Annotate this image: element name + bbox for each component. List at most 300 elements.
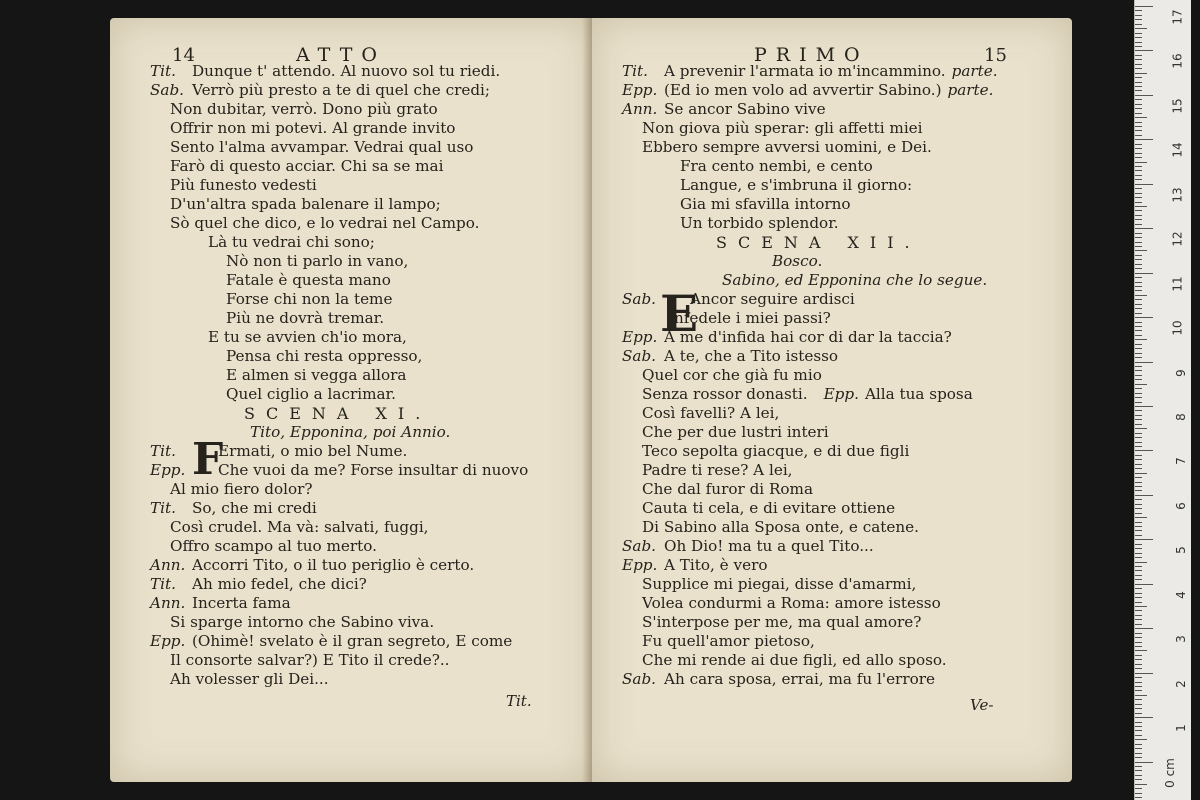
ruler-tick xyxy=(1135,388,1142,389)
text-line xyxy=(110,309,528,328)
ruler-label: 14 xyxy=(1170,142,1185,158)
verse-text: Ancor seguire ardisci xyxy=(690,290,855,308)
ruler-tick xyxy=(1135,304,1142,305)
speaker-label: Sab. xyxy=(622,290,657,308)
ruler-tick xyxy=(1135,579,1142,580)
ruler-tick xyxy=(1135,68,1142,69)
text-line xyxy=(110,233,528,252)
running-header: PRIMO xyxy=(754,44,869,66)
ruler-tick xyxy=(1135,633,1142,634)
ruler-label: 17 xyxy=(1170,9,1185,25)
verse-text: (Ed io men volo ad avvertir Sabino.) xyxy=(664,81,942,99)
text-line xyxy=(110,385,528,404)
ruler-tick xyxy=(1135,6,1153,7)
speaker-label: Ann. xyxy=(150,556,186,574)
verse-text: Volea condurmi a Roma: amore istesso xyxy=(642,594,941,612)
ruler-tick xyxy=(1135,375,1142,376)
ruler-tick xyxy=(1135,366,1142,367)
text-line xyxy=(592,252,998,271)
ruler-tick xyxy=(1135,224,1142,225)
ruler-tick xyxy=(1135,433,1142,434)
stage-note: parte. xyxy=(951,62,998,80)
ruler-tick xyxy=(1135,46,1142,47)
ruler-tick xyxy=(1135,184,1153,185)
ruler-tick xyxy=(1135,188,1142,189)
text-line xyxy=(592,518,998,537)
text-line xyxy=(110,62,528,81)
ruler-tick xyxy=(1135,344,1142,345)
verse-text: Supplice mi piegai, disse d'amarmi, xyxy=(642,575,917,593)
ruler-tick xyxy=(1135,646,1142,647)
text-line xyxy=(110,176,528,195)
text-line xyxy=(592,81,998,100)
ruler-tick xyxy=(1135,273,1153,274)
ruler-tick xyxy=(1135,419,1142,420)
ruler-tick xyxy=(1135,615,1142,616)
ruler-tick xyxy=(1135,739,1147,740)
ruler-tick xyxy=(1135,353,1142,354)
ruler-tick xyxy=(1135,788,1142,789)
ruler-tick xyxy=(1135,548,1142,549)
ruler-tick xyxy=(1135,544,1142,545)
ruler-tick xyxy=(1135,215,1142,216)
text-line xyxy=(110,651,528,670)
ruler-tick xyxy=(1135,486,1142,487)
verse-text: Ermati, o mio bel Nume. xyxy=(218,442,408,460)
ruler-tick xyxy=(1135,259,1142,260)
text-line xyxy=(592,499,998,518)
speaker-label: Epp. xyxy=(622,328,658,346)
verse-text: Nò non ti parlo in vano, xyxy=(226,252,409,270)
ruler-tick xyxy=(1135,175,1142,176)
catchword: Ve- xyxy=(970,696,994,714)
verse-text: Farò di questo acciar. Chi sa se mai xyxy=(170,157,444,175)
ruler-tick xyxy=(1135,170,1142,171)
text-line xyxy=(110,252,528,271)
text-line xyxy=(592,214,998,233)
speaker-label: Ann. xyxy=(150,594,186,612)
stage-direction: Tito, Epponina, poi Annio. xyxy=(250,423,451,441)
verse-text: Che vuoi da me? Forse insultar di nuovo xyxy=(218,461,529,479)
verse-text: Che mi rende ai due figli, ed allo sposo. xyxy=(642,651,947,669)
ruler-tick xyxy=(1135,597,1142,598)
text-line xyxy=(592,328,998,347)
ruler-tick xyxy=(1135,197,1142,198)
ruler-tick xyxy=(1135,730,1142,731)
speaker-label: Epp. xyxy=(622,556,658,574)
ruler-tick xyxy=(1135,326,1142,327)
measurement-ruler xyxy=(1134,0,1191,800)
verse-text: Ah volesser gli Dei... xyxy=(170,670,329,688)
ruler-tick xyxy=(1135,508,1142,509)
speaker-label: Epp. xyxy=(622,81,658,99)
text-line xyxy=(110,138,528,157)
ruler-label: 11 xyxy=(1170,276,1185,292)
text-line xyxy=(592,100,998,119)
ruler-tick xyxy=(1135,655,1142,656)
text-line xyxy=(592,594,998,613)
ruler-label: 16 xyxy=(1170,53,1185,70)
text-line xyxy=(110,271,528,290)
ruler-tick xyxy=(1135,179,1142,180)
ruler-tick xyxy=(1135,642,1142,643)
verse-text: A te, che a Tito istesso xyxy=(664,347,839,365)
verse-text: Che per due lustri interi xyxy=(642,423,829,441)
text-line xyxy=(592,404,998,423)
verse-text: Langue, e s'imbruna il giorno: xyxy=(680,176,913,194)
ruler-tick xyxy=(1135,428,1147,429)
text-line xyxy=(592,138,998,157)
text-line xyxy=(592,632,998,651)
ruler-tick xyxy=(1135,10,1142,11)
text-line xyxy=(592,176,998,195)
ruler-tick xyxy=(1135,659,1142,660)
drop-capital: F xyxy=(192,434,224,485)
text-line xyxy=(110,157,528,176)
verse-text: Se ancor Sabino vive xyxy=(664,100,826,118)
ruler-tick xyxy=(1135,233,1142,234)
ruler-tick xyxy=(1135,268,1142,269)
ruler-tick xyxy=(1135,335,1142,336)
ruler-tick xyxy=(1135,277,1142,278)
text-line xyxy=(110,461,528,480)
ruler-tick xyxy=(1135,219,1142,220)
ruler-tick xyxy=(1135,108,1142,109)
verse-text: Ah cara sposa, errai, ma fu l'errore xyxy=(664,670,935,688)
ruler-tick xyxy=(1135,459,1142,460)
right-page xyxy=(592,18,1072,782)
verse-text: Che dal furor di Roma xyxy=(642,480,814,498)
ruler-label: 9 xyxy=(1174,368,1189,377)
verse-text: Il consorte salvar?) E Tito il crede?.. xyxy=(170,651,450,669)
verse-text: Fu quell'amor pietoso, xyxy=(642,632,815,650)
ruler-tick xyxy=(1135,104,1142,105)
speaker-label: Sab. xyxy=(622,537,657,555)
text-line xyxy=(592,271,998,290)
ruler-tick xyxy=(1135,242,1142,243)
ruler-tick xyxy=(1135,406,1153,407)
page-number: 15 xyxy=(984,45,1007,66)
text-line xyxy=(592,423,998,442)
ruler-tick xyxy=(1135,206,1147,207)
verse-text: Offrir non mi potevi. Al grande invito xyxy=(170,119,456,137)
ruler-tick xyxy=(1135,482,1142,483)
ruler-tick xyxy=(1135,42,1142,43)
verse-text: Oh Dio! ma tu a quel Tito... xyxy=(664,537,874,555)
ruler-tick xyxy=(1135,650,1147,651)
scene-heading: SCENA XII. xyxy=(716,233,921,252)
ruler-tick xyxy=(1135,455,1142,456)
ruler-tick xyxy=(1135,73,1147,74)
text-line xyxy=(110,575,528,594)
ruler-tick xyxy=(1135,202,1142,203)
verse-text: Gia mi sfavilla intorno xyxy=(680,195,851,213)
verse-text: Offro scampo al tuo merto. xyxy=(170,537,377,555)
ruler-tick xyxy=(1135,264,1142,265)
ruler-label: 6 xyxy=(1174,502,1189,510)
text-line xyxy=(110,499,528,518)
text-line xyxy=(110,594,528,613)
verse-text: Più funesto vedesti xyxy=(170,176,317,194)
text-line xyxy=(592,62,998,81)
ruler-tick xyxy=(1135,402,1142,403)
ruler-label: 13 xyxy=(1170,187,1185,203)
ruler-tick xyxy=(1135,130,1142,131)
verse-text: Di Sabino alla Sposa onte, e catene. xyxy=(642,518,919,536)
verse-text: Quel cor che già fu mio xyxy=(642,366,822,384)
ruler-tick xyxy=(1135,64,1142,65)
verse-text: Fra cento nembi, e cento xyxy=(680,157,873,175)
ruler-tick xyxy=(1135,15,1142,16)
ruler-tick xyxy=(1135,637,1142,638)
ruler-tick xyxy=(1135,122,1142,123)
ruler-tick xyxy=(1135,717,1153,718)
text-line xyxy=(592,233,998,252)
speaker-label: Epp. xyxy=(823,385,859,403)
ruler-tick xyxy=(1135,24,1142,25)
verse-text: A me d'infida hai cor di dar la taccia? xyxy=(664,328,952,346)
text-block xyxy=(592,62,998,689)
ruler-tick xyxy=(1135,499,1142,500)
ruler-tick xyxy=(1135,393,1142,394)
catchword: Tit. xyxy=(506,692,532,710)
verse-text: Accorri Tito, o il tuo periglio è certo. xyxy=(192,556,475,574)
ruler-tick xyxy=(1135,610,1142,611)
ruler-tick xyxy=(1135,28,1147,29)
ruler-tick xyxy=(1135,468,1142,469)
ruler-tick xyxy=(1135,584,1153,585)
text-line xyxy=(110,613,528,632)
ruler-tick xyxy=(1135,148,1142,149)
text-line xyxy=(592,613,998,632)
ruler-tick xyxy=(1135,690,1142,691)
ruler-tick xyxy=(1135,566,1142,567)
verse-text: A prevenir l'armata io m'incammino. xyxy=(664,62,946,80)
ruler-tick xyxy=(1135,695,1147,696)
speaker-label: Sab. xyxy=(622,347,657,365)
ruler-tick xyxy=(1135,704,1142,705)
verse-text: Verrò più presto a te di quel che credi; xyxy=(192,81,491,99)
verse-text: Non dubitar, verrò. Dono più grato xyxy=(170,100,438,118)
text-line xyxy=(110,195,528,214)
running-header: ATTO xyxy=(296,44,386,66)
ruler-tick xyxy=(1135,797,1142,798)
ruler-tick xyxy=(1135,126,1142,127)
drop-capital: E xyxy=(660,284,699,343)
ruler-tick xyxy=(1135,313,1142,314)
text-line xyxy=(592,461,998,480)
ruler-tick xyxy=(1135,495,1153,496)
ruler-tick xyxy=(1135,255,1142,256)
ruler-tick xyxy=(1135,446,1142,447)
ruler-tick xyxy=(1135,464,1142,465)
ruler-tick xyxy=(1135,677,1142,678)
ruler-tick xyxy=(1135,575,1142,576)
ruler-tick xyxy=(1135,237,1142,238)
ruler-tick xyxy=(1135,726,1142,727)
ruler-tick xyxy=(1135,513,1142,514)
verse-text: Così favelli? A lei, xyxy=(642,404,780,422)
ruler-tick xyxy=(1135,295,1147,296)
ruler-tick xyxy=(1135,308,1142,309)
ruler-tick xyxy=(1135,55,1142,56)
ruler-tick xyxy=(1135,162,1147,163)
text-line xyxy=(110,347,528,366)
stage-note: parte. xyxy=(947,81,994,99)
verse-text: Un torbido splendor. xyxy=(680,214,839,232)
ruler-label: 10 xyxy=(1170,320,1185,336)
verse-text: (Ohimè! svelato è il gran segreto, E come xyxy=(192,632,513,650)
ruler-tick xyxy=(1135,588,1142,589)
verse-text: E almen si vegga allora xyxy=(226,366,407,384)
ruler-tick xyxy=(1135,602,1142,603)
verse-text: Là tu vedrai chi sono; xyxy=(208,233,375,251)
ruler-tick xyxy=(1135,504,1142,505)
page-number: 14 xyxy=(172,45,195,66)
ruler-tick xyxy=(1135,779,1142,780)
ruler-tick xyxy=(1135,384,1147,385)
ruler-tick xyxy=(1135,415,1142,416)
ruler-tick xyxy=(1135,86,1142,87)
ruler-label: 8 xyxy=(1174,413,1189,421)
ruler-tick xyxy=(1135,490,1142,491)
ruler-tick xyxy=(1135,539,1153,540)
verse-text: Pensa chi resta oppresso, xyxy=(226,347,423,365)
ruler-tick xyxy=(1135,95,1153,96)
ruler-tick xyxy=(1135,33,1142,34)
text-line xyxy=(110,518,528,537)
ruler-tick xyxy=(1135,770,1142,771)
ruler-tick xyxy=(1135,713,1142,714)
ruler-tick xyxy=(1135,282,1142,283)
ruler-tick xyxy=(1135,135,1142,136)
ruler-tick xyxy=(1135,153,1142,154)
text-line xyxy=(110,290,528,309)
text-line xyxy=(110,670,528,689)
text-line xyxy=(110,632,528,651)
text-line xyxy=(592,556,998,575)
ruler-tick xyxy=(1135,682,1142,683)
ruler-tick xyxy=(1135,477,1142,478)
ruler-tick xyxy=(1135,762,1153,763)
text-line xyxy=(592,651,998,670)
left-page xyxy=(110,18,592,782)
ruler-tick xyxy=(1135,424,1142,425)
text-line xyxy=(592,480,998,499)
text-line xyxy=(110,556,528,575)
ruler-tick xyxy=(1135,624,1142,625)
text-line xyxy=(110,328,528,347)
verse-text: A Tito, è vero xyxy=(664,556,768,574)
ruler-label: 15 xyxy=(1170,98,1185,114)
ruler-tick xyxy=(1135,722,1142,723)
verse-text: Quel ciglio a lacrimar. xyxy=(226,385,396,403)
speaker-label: Tit. xyxy=(150,442,176,460)
ruler-tick xyxy=(1135,330,1142,331)
ruler-tick xyxy=(1135,379,1142,380)
verse-text: Così crudel. Ma và: salvati, fuggi, xyxy=(170,518,429,536)
ruler-tick xyxy=(1135,290,1142,291)
ruler-tick xyxy=(1135,775,1142,776)
ruler-tick xyxy=(1135,99,1142,100)
ruler-tick xyxy=(1135,317,1153,318)
speaker-label: Epp. xyxy=(150,461,186,479)
text-block xyxy=(110,62,528,689)
text-line xyxy=(110,214,528,233)
ruler-tick xyxy=(1135,699,1142,700)
ruler-tick xyxy=(1135,82,1142,83)
text-line xyxy=(592,366,998,385)
text-line xyxy=(592,309,998,328)
verse-text: Al mio fiero dolor? xyxy=(170,480,313,498)
scene-heading: SCENA XI. xyxy=(244,404,432,423)
text-line xyxy=(592,442,998,461)
ruler-tick xyxy=(1135,210,1142,211)
verse-text: Sò quel che dico, e lo vedrai nel Campo. xyxy=(170,214,480,232)
ruler-label: 2 xyxy=(1174,679,1189,688)
ruler-tick xyxy=(1135,757,1142,758)
ruler-tick xyxy=(1135,557,1142,558)
text-line xyxy=(110,537,528,556)
text-line xyxy=(592,195,998,214)
text-line xyxy=(110,100,528,119)
ruler-label: 5 xyxy=(1174,546,1189,555)
ruler-label: 0 cm xyxy=(1163,757,1178,788)
text-line xyxy=(592,119,998,138)
text-line xyxy=(592,347,998,366)
ruler-tick xyxy=(1135,664,1142,665)
ruler-tick xyxy=(1135,628,1153,629)
text-line xyxy=(110,366,528,385)
text-line xyxy=(592,290,998,309)
ruler-label: 12 xyxy=(1170,231,1185,247)
verse-text: Sento l'alma avvampar. Vedrai qual uso xyxy=(170,138,474,156)
verse-text: Teco sepolta giacque, e di due figli xyxy=(642,442,910,460)
ruler-tick xyxy=(1135,744,1142,745)
ruler-tick xyxy=(1135,144,1142,145)
speaker-label: Tit. xyxy=(150,499,176,517)
ruler-tick xyxy=(1135,77,1142,78)
ruler-tick xyxy=(1135,322,1142,323)
ruler-tick xyxy=(1135,397,1142,398)
verse-text: Forse chi non la teme xyxy=(226,290,393,308)
ruler-tick xyxy=(1135,619,1142,620)
text-line xyxy=(592,575,998,594)
text-line xyxy=(592,157,998,176)
ruler-tick xyxy=(1135,753,1142,754)
text-line xyxy=(592,385,998,404)
ruler-label: 3 xyxy=(1174,635,1189,644)
text-line xyxy=(110,81,528,100)
verse-text: D'un'altra spada balenare il lampo; xyxy=(170,195,441,213)
ruler-tick xyxy=(1135,570,1142,571)
speaker-label: Sab. xyxy=(622,670,657,688)
ruler-tick xyxy=(1135,117,1147,118)
ruler-tick xyxy=(1135,735,1142,736)
text-line xyxy=(110,442,528,461)
ruler-tick xyxy=(1135,748,1142,749)
ruler-tick xyxy=(1135,19,1142,20)
ruler-tick xyxy=(1135,793,1142,794)
speaker-label: Tit. xyxy=(150,62,176,80)
ruler-tick xyxy=(1135,113,1142,114)
speaker-label: Sab. xyxy=(150,81,185,99)
verse-text: E tu se avvien ch'io mora, xyxy=(208,328,407,346)
speaker-label: Tit. xyxy=(150,575,176,593)
speaker-label: Ann. xyxy=(622,100,658,118)
verse-text: Fatale è questa mano xyxy=(226,271,391,289)
verse-text: Senza rossor donasti. xyxy=(642,385,808,403)
